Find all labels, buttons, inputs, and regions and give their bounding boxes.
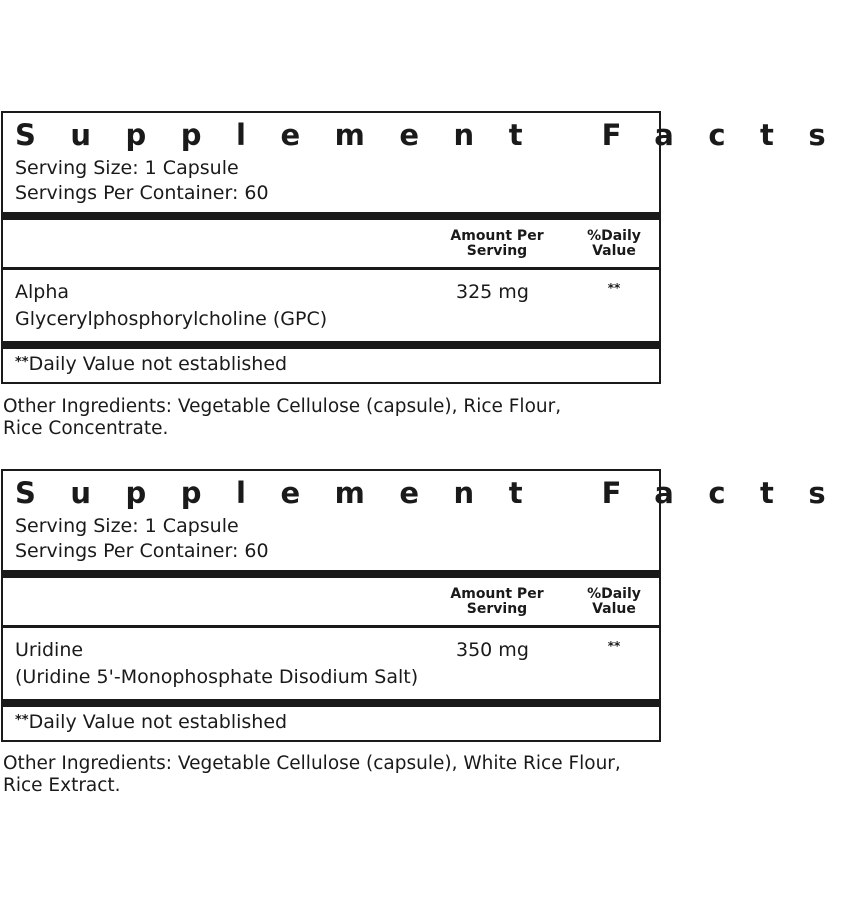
other-ingredients-2 <box>3 753 643 797</box>
ingredient-daily-value: ** <box>607 281 621 295</box>
ingredient-amount: 325 mg <box>456 281 529 303</box>
header-amount-line1: Amount Per <box>450 586 544 602</box>
amount-per-serving-header <box>447 587 547 617</box>
header-amount-line1: Amount Per <box>450 228 544 244</box>
daily-value-header <box>579 229 649 259</box>
other-ingredients-line2: Rice Concentrate. <box>3 418 169 439</box>
header-amount-line2: Serving <box>466 601 528 617</box>
other-ingredients-line1: Other Ingredients: Vegetable Cellulose (capsule), Rice Flour, <box>3 396 562 417</box>
servings-per-container: Servings Per Container: 60 <box>15 182 269 204</box>
supplement-facts-panel-1 <box>1 111 860 384</box>
other-ingredients-line1: Other Ingredients: Vegetable Cellulose (capsule), White Rice Flour, <box>3 753 621 774</box>
ingredient-daily-value: ** <box>607 639 621 653</box>
serving-size: Serving Size: 1 Capsule <box>15 157 239 179</box>
other-ingredients-1 <box>3 396 643 440</box>
panel-title: Supplement Facts <box>15 118 860 152</box>
header-dv-line1: %Daily <box>587 228 641 244</box>
footnote-stars: ** <box>15 355 29 370</box>
thick-divider <box>3 212 659 220</box>
header-amount-line2: Serving <box>466 243 528 259</box>
thin-divider <box>3 625 659 628</box>
ingredient-line2: Glycerylphosphorylcholine (GPC) <box>15 308 328 330</box>
ingredient-line2: (Uridine 5'-Monophosphate Disodium Salt) <box>15 666 419 688</box>
amount-per-serving-header <box>447 229 547 259</box>
ingredient-line1: Uridine <box>15 639 84 661</box>
supplement-facts-panel-2 <box>1 469 860 742</box>
header-dv-line2: Value <box>592 243 636 259</box>
other-ingredients-line2: Rice Extract. <box>3 775 121 796</box>
daily-value-header <box>579 587 649 617</box>
thick-divider <box>3 699 659 707</box>
serving-size: Serving Size: 1 Capsule <box>15 515 239 537</box>
footnote-text: Daily Value not established <box>28 711 288 733</box>
servings-per-container: Servings Per Container: 60 <box>15 540 269 562</box>
header-dv-line2: Value <box>592 601 636 617</box>
header-dv-line1: %Daily <box>587 586 641 602</box>
ingredient-amount: 350 mg <box>456 639 529 661</box>
ingredient-line1: Alpha <box>15 281 70 303</box>
thin-divider <box>3 267 659 270</box>
footnote <box>15 350 287 377</box>
ingredient-name <box>15 637 418 691</box>
thick-divider <box>3 341 659 349</box>
panel-title: Supplement Facts <box>15 476 860 510</box>
ingredient-name <box>15 279 327 333</box>
footnote <box>15 708 287 735</box>
footnote-stars: ** <box>15 713 29 728</box>
thick-divider <box>3 570 659 578</box>
footnote-text: Daily Value not established <box>28 353 288 375</box>
